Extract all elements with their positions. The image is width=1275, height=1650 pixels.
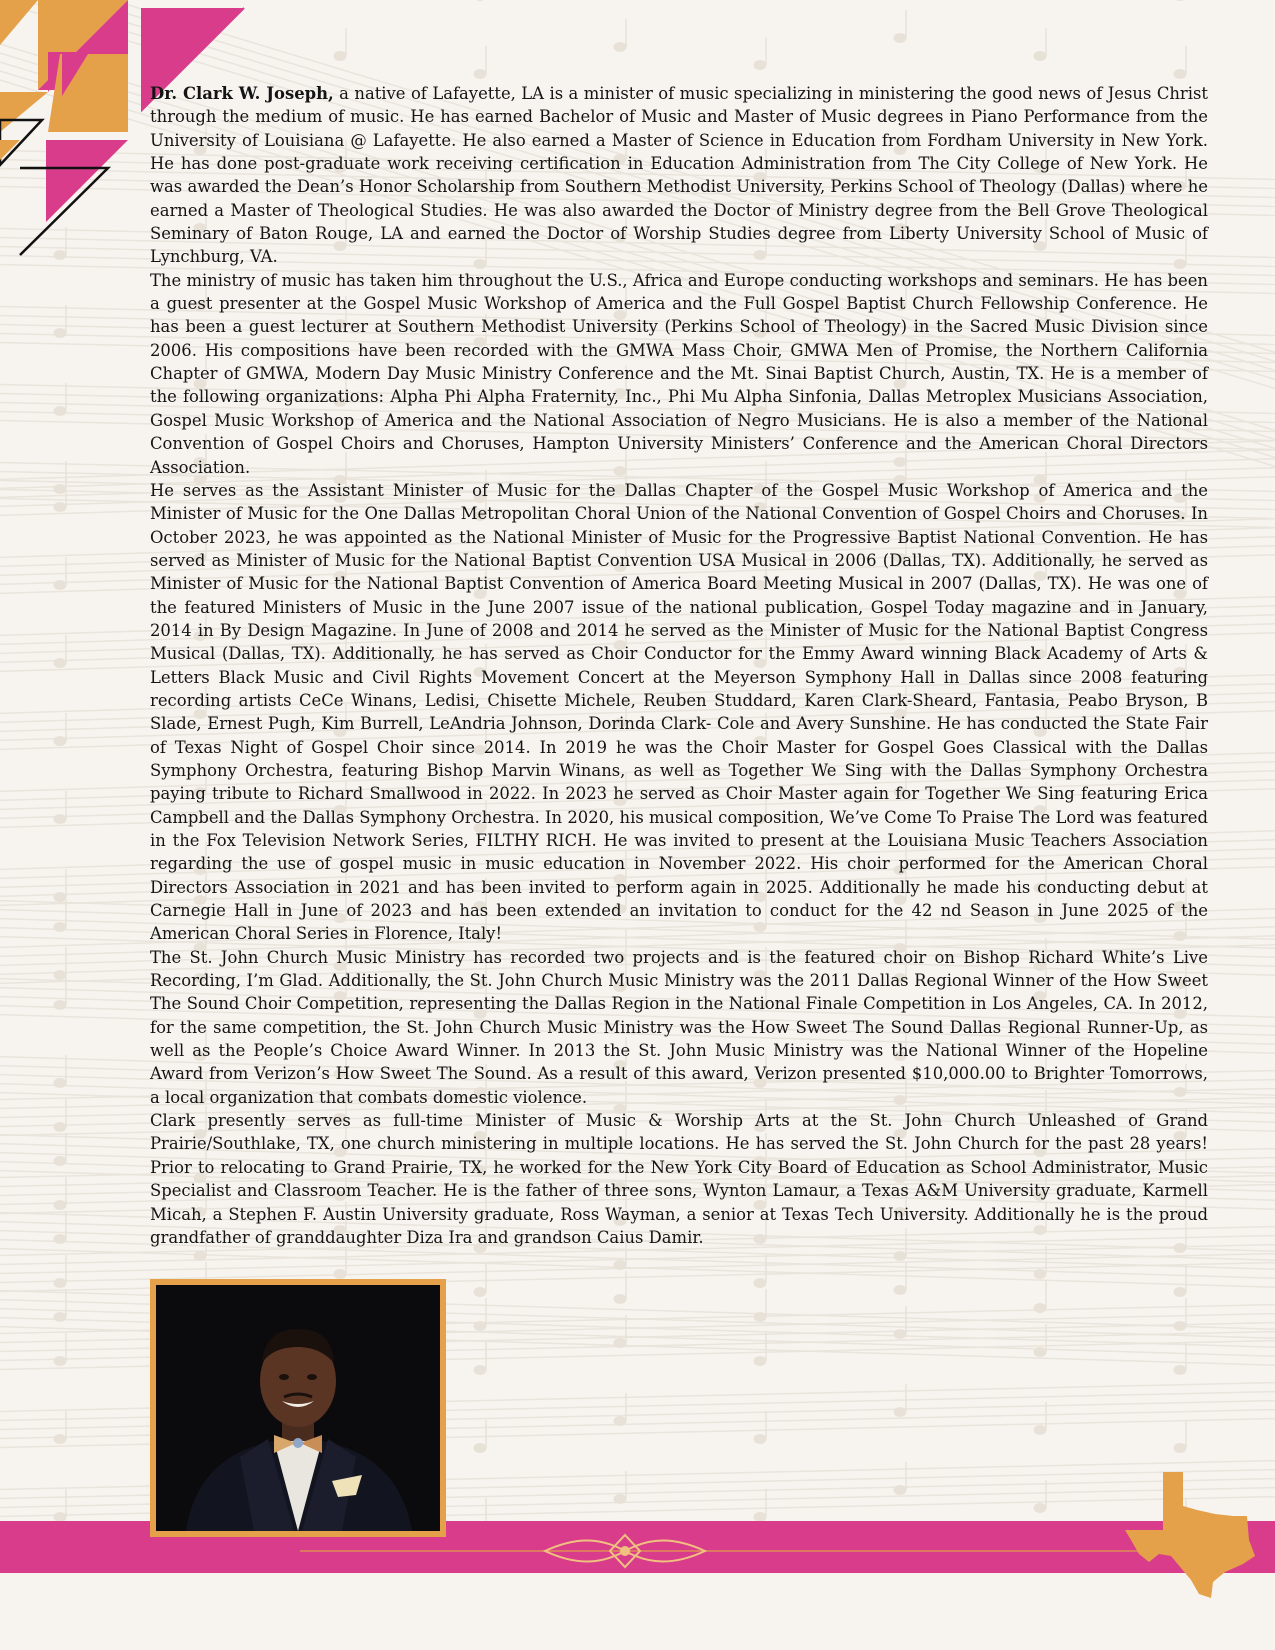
bio-paragraph-5: Clark presently serves as full-time Minister of Music & Worship Arts at the St. John Church Unleashed of Grand Prairie/Southlake, TX, one church ministering in multiple locations. He has served the St. John Church for the past 28 years! Prior to relocating to Grand Prairie, TX, he worked for the New York City Board of Education as School Administrator, Music Specialist and Classroom Teacher. He is the father of three sons, Wynton Lamaur, a Texas A&M University graduate, Karmell Micah, a Stephen F. Austin University graduate, Ross Wayman, a senior at Texas Tech University. Additionally he is the proud grandfather of granddaughter Diza Ira and grandson Caius Damir.: [150, 1111, 1208, 1247]
bio-paragraph-2: The ministry of music has taken him throughout the U.S., Africa and Europe conducting workshops and seminars. He has been a guest presenter at the Gospel Music Workshop of America and the Full Gospel Baptist Church Fellowship Conference. He has been a guest lecturer at Southern Methodist University (Perkins School of Theology) in the Sacred Music Division since 2006. His compositions have been recorded with the GMWA Mass Choir, GMWA Men of Promise, the Northern California Chapter of GMWA, Modern Day Music Ministry Conference and the Mt. Sinai Baptist Church, Austin, TX. He is a member of the following organizations: Alpha Phi Alpha Fraternity, Inc., Phi Mu Alpha Sinfonia, Dallas Metroplex Musicians Association, Gospel Music Workshop of America and the National Association of Negro Musicians. He is also a member of the National Convention of Gospel Choirs and Choruses, Hampton University Ministers’ Conference and the American Choral Directors Association.: [150, 270, 1208, 477]
portrait-photo: [150, 1279, 446, 1537]
portrait-image: [156, 1285, 440, 1531]
bio-paragraph-3: He serves as the Assistant Minister of Music for the Dallas Chapter of the Gospel Music Workshop of America and the Minister of Music for the One Dallas Metropolitan Choral Union of the National Convention of Gospel Choirs and Choruses. In October 2023, he was appointed as the National Minister of Music for the Progressive Baptist National Convention. He has served as Minister of Music for the National Baptist Convention USA Musical in 2006 (Dallas, TX). Additionally, he served as Minister of Music for the National Baptist Convention of America Board Meeting Musical in 2007 (Dallas, TX). He was one of the featured Ministers of Music in the June 2007 issue of the national publication, Gospel Today magazine and in January, 2014 in By Design Magazine. In June of 2008 and 2014 he served as the Minister of Music for the National Baptist Congress Musical (Dallas, TX). Additionally, he has served as Choir Conductor for the Emmy Award winning Black Academy of Arts & Letters Black Music and Civil Rights Movement Concert at the Meyerson Symphony Hall in Dallas since 2008 featuring recording artists CeCe Winans, Ledisi, Chisette Michele, Reuben Studdard, Karen Clark-Sheard, Fantasia, Peabo Bryson, B Slade, Ernest Pugh, Kim Burrell, LeAndria Johnson, Dorinda Clark- Cole and Avery Sunshine. He has conducted the State Fair of Texas Night of Gospel Choir since 2014. In 2019 he was the Choir Master for Gospel Goes Classical with the Dallas Symphony Orchestra, featuring Bishop Marvin Winans, as well as Together We Sing with the Dallas Symphony Orchestra paying tribute to Richard Smallwood in 2022. In 2023 he served as Choir Master again for Together We Sing featuring Erica Campbell and the Dallas Symphony Orchestra. In 2020, his musical composition, We’ve Come To Praise The Lord was featured in the Fox Television Network Series, FILTHY RICH. He was invited to present at the Louisiana Music Teachers Association regarding the use of gospel music in music education in November 2022. His choir performed for the American Choral Directors Association in 2021 and has been invited to perform again in 2025. Additionally he made his conducting debut at Carnegie Hall in June of 2023 and has been extended an invitation to conduct for the 42 nd Season in June 2025 of the American Choral Series in Florence, Italy!: [150, 480, 1208, 944]
biography: [150, 82, 1208, 1249]
bio-paragraph-1: [150, 82, 1208, 269]
bio-paragraph-4: The St. John Church Music Ministry has recorded two projects and is the featured choir on Bishop Richard White’s Live Recording, I’m Glad. Additionally, the St. John Church Music Ministry was the 2011 Dallas Regional Winner of the How Sweet The Sound Choir Competition, representing the Dallas Region in the National Finale Competition in Los Angeles, CA. In 2012, for the same competition, the St. John Church Music Ministry was the How Sweet The Sound Dallas Regional Runner-Up, as well as the People’s Choice Award Winner. In 2013 the St. John Music Ministry was the National Winner of the Hopeline Award from Verizon’s How Sweet The Sound. As a result of this award, Verizon presented $10,000.00 to Brighter Tomorrows, a local organization that combats domestic violence.: [150, 947, 1208, 1107]
texas-state-icon: [1125, 1470, 1260, 1600]
bio-paragraph-1-text: a native of Lafayette, LA is a minister of music specializing in ministering the good news of Jesus Christ through the medium of music. He has earned Bachelor of Music and Master of Music degrees in Piano Performance from the University of Louisiana @ Lafayette. He also earned a Master of Science in Education from Fordham University in New York. He has done post-graduate work receiving certification in Education Administration from The City College of New York. He was awarded the Dean’s Honor Scholarship from Southern Methodist University, Perkins School of Theology (Dallas) where he earned a Master of Theological Studies. He was also awarded the Doctor of Ministry degree from the Bell Grove Theological Seminary of Baton Rouge, LA and earned the Doctor of Worship Studies degree from Liberty University School of Music of Lynchburg, VA.: [150, 84, 1208, 267]
bio-name: Dr. Clark W. Joseph,: [150, 84, 334, 103]
